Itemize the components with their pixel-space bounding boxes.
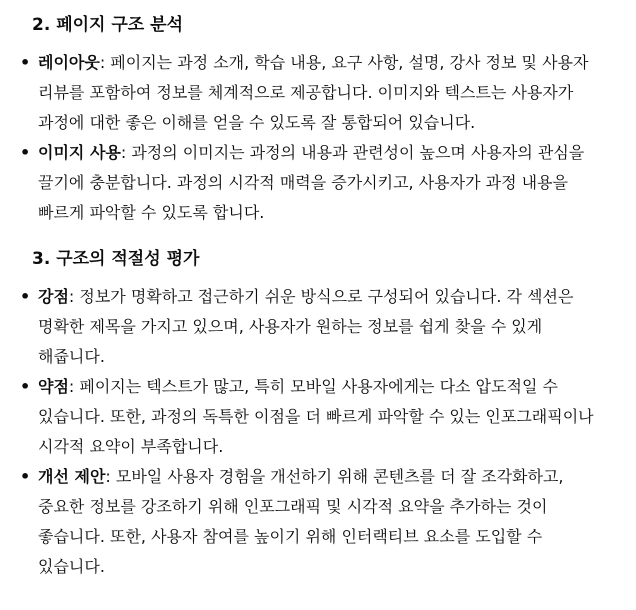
- structure-evaluation-list: [0, 282, 636, 582]
- list-item-image-use: [0, 138, 636, 228]
- list-item-strengths: [0, 282, 636, 372]
- desc-image-use: : 과정의 이미지는 과정의 내용과 관련성이 높으며 사용자의 관심을 끌기에 충분합니다. 과정의 시각적 매력을 증가시키고, 사용자가 과정 내용을 빠르게 파악할 수 있도록 합니다.: [38, 143, 585, 222]
- desc-suggestions: : 모바일 사용자 경험을 개선하기 위해 콘텐츠를 더 잘 조각화하고, 중요한 정보를 강조하기 위해 인포그래픽 및 시각적 요약을 추가하는 것이 좋습니다. 또한, 사용자 참여를 높이기 위해 인터랙티브 요소를 도입할 수 있습니다.: [38, 467, 564, 576]
- desc-layout: : 페이지는 과정 소개, 학습 내용, 요구 사항, 설명, 강사 정보 및 사용자 리뷰를 포함하여 정보를 체계적으로 제공합니다. 이미지와 텍스트는 사용자가 과정에 대한 좋은 이해를 얻을 수 있도록 잘 통합되어 있습니다.: [38, 53, 589, 132]
- section-heading-page-structure: 2. 페이지 구조 분석: [32, 15, 183, 35]
- term-weaknesses: 약점: [38, 377, 69, 396]
- page-structure-list: [0, 48, 636, 228]
- term-image-use: 이미지 사용: [38, 143, 121, 162]
- list-item-suggestions: [0, 462, 636, 582]
- section-heading-structure-evaluation: 3. 구조의 적절성 평가: [32, 249, 200, 269]
- list-item-layout: [0, 48, 636, 138]
- term-layout: 레이아웃: [38, 53, 100, 72]
- desc-weaknesses: : 페이지는 텍스트가 많고, 특히 모바일 사용자에게는 다소 압도적일 수 있습니다. 또한, 과정의 독특한 이점을 더 빠르게 파악할 수 있는 인포그래픽이나 시각적 요약이 부족합니다.: [38, 377, 594, 456]
- list-item-weaknesses: [0, 372, 636, 462]
- term-strengths: 강점: [38, 287, 69, 306]
- desc-strengths: : 정보가 명확하고 접근하기 쉬운 방식으로 구성되어 있습니다. 각 섹션은 명확한 제목을 가지고 있으며, 사용자가 원하는 정보를 쉽게 찾을 수 있게 해줍니다.: [38, 287, 574, 366]
- term-suggestions: 개선 제안: [38, 467, 106, 486]
